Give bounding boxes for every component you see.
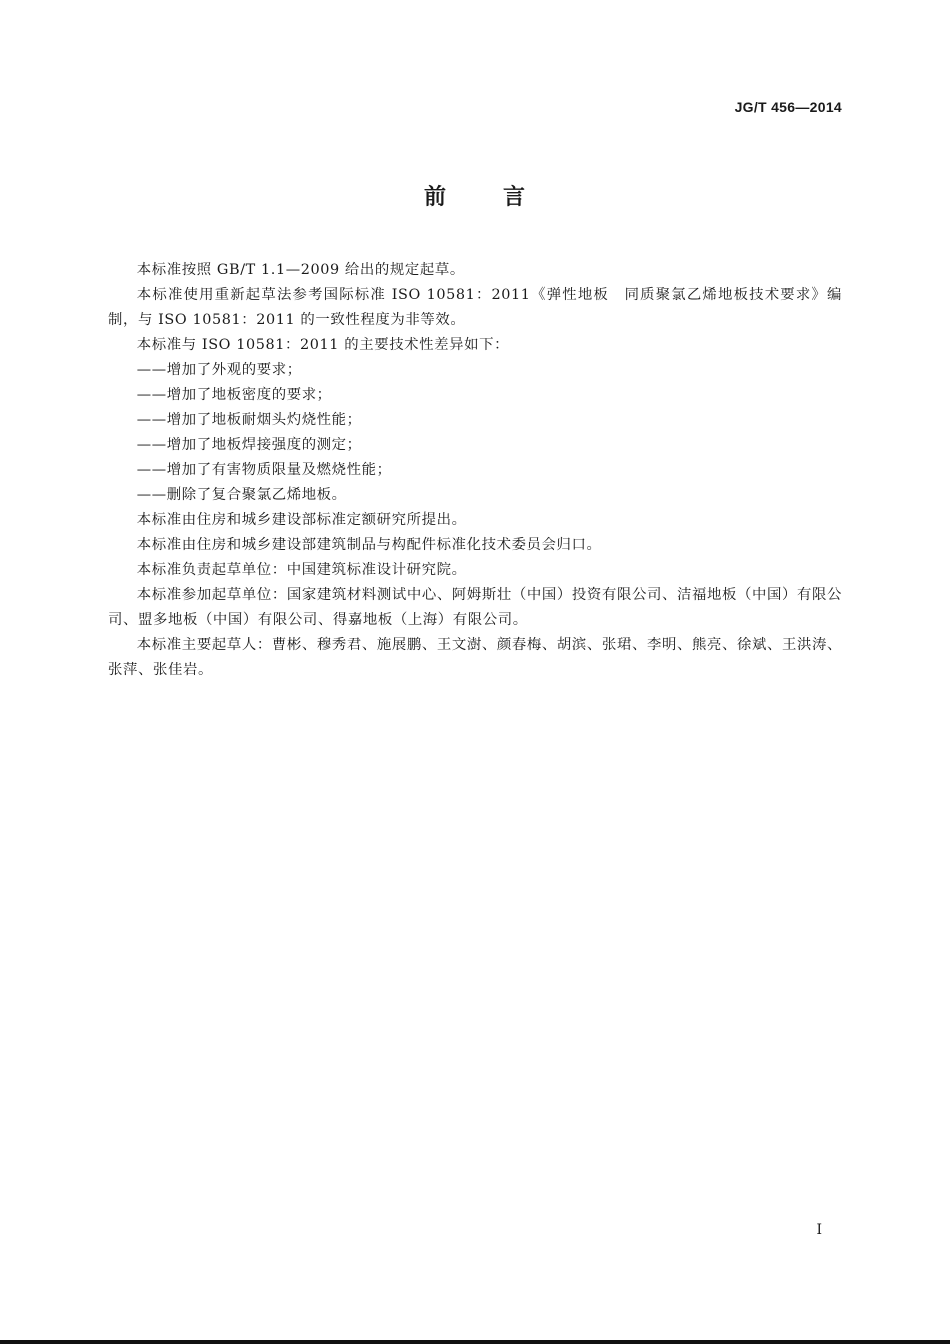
page-number: I bbox=[816, 1222, 822, 1238]
page-title bbox=[0, 180, 950, 211]
paragraph-main-drafters: 本标准主要起草人：曹彬、穆秀君、施展鹏、王文澍、颜春梅、胡滨、张珺、李明、熊亮、徐斌、王洪涛、张萍、张佳岩。 bbox=[108, 637, 842, 678]
paragraph-differences-intro: 本标准与 ISO 10581：2011 的主要技术性差异如下： bbox=[136, 337, 510, 353]
list-item: ——增加了外观的要求； bbox=[136, 362, 302, 378]
paragraph-committee: 本标准由住房和城乡建设部建筑制品与构配件标准化技术委员会归口。 bbox=[136, 537, 602, 553]
bottom-divider bbox=[0, 1340, 950, 1344]
paragraph-drafting-rules: 本标准按照 GB/T 1.1—2009 给出的规定起草。 bbox=[136, 262, 465, 278]
list-item: ——增加了地板密度的要求； bbox=[136, 387, 332, 403]
list-item: ——删除了复合聚氯乙烯地板。 bbox=[136, 487, 347, 503]
title-part-1: 前 bbox=[423, 185, 447, 210]
preface-body bbox=[108, 258, 842, 683]
paragraph-proposer: 本标准由住房和城乡建设部标准定额研究所提出。 bbox=[136, 512, 467, 528]
list-item: ——增加了地板耐烟头灼烧性能； bbox=[136, 412, 362, 428]
paragraph-reference-standard: 本标准使用重新起草法参考国际标准 ISO 10581：2011《弹性地板 同质聚氯乙烯地板技术要求》编制，与 ISO 10581：2011 的一致性程度为非等效。 bbox=[108, 287, 842, 328]
list-item: ——增加了有害物质限量及燃烧性能； bbox=[136, 462, 392, 478]
list-item: ——增加了地板焊接强度的测定； bbox=[136, 437, 362, 453]
title-part-2: 言 bbox=[503, 185, 527, 210]
standard-code: JG/T 456—2014 bbox=[734, 99, 842, 115]
paragraph-participating-drafters: 本标准参加起草单位：国家建筑材料测试中心、阿姆斯壮（中国）投资有限公司、洁福地板（中国）有限公司、盟多地板（中国）有限公司、得嘉地板（上海）有限公司。 bbox=[108, 587, 842, 628]
paragraph-lead-drafter: 本标准负责起草单位：中国建筑标准设计研究院。 bbox=[136, 562, 467, 578]
